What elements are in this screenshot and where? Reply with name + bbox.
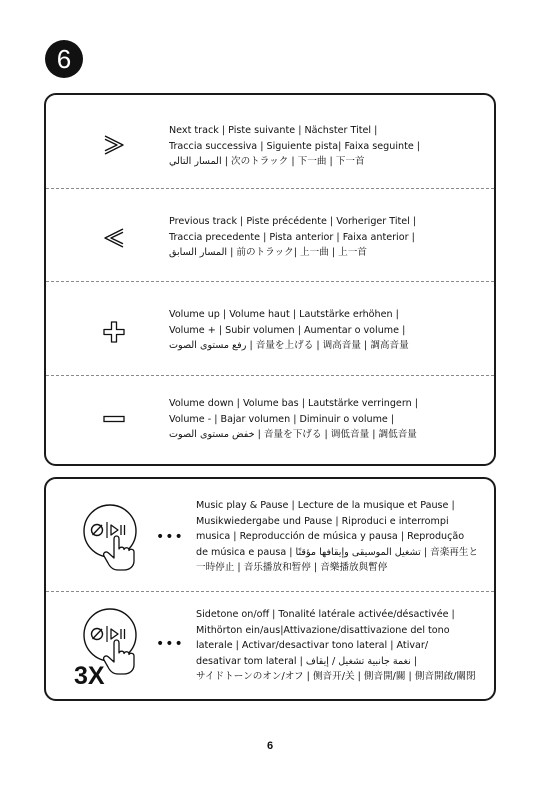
description-line: Volume + | Subir volumen | Aumentar o volume | bbox=[169, 324, 406, 336]
previous-track-icon bbox=[98, 222, 130, 254]
description-line: desativar tom lateral | نغمة جانبية تشغيل / إيقاف | bbox=[196, 655, 418, 667]
row-divider bbox=[46, 188, 494, 189]
description-line: المسار السابق | 前のトラック| 上一曲 | 上一首 bbox=[169, 247, 367, 258]
volume-up-icon bbox=[98, 316, 130, 348]
description-line: Traccia successiva | Siguiente pista| Faixa seguinte | bbox=[169, 140, 421, 152]
description-line: Sidetone on/off | Tonalité latérale activée/désactivée | bbox=[196, 609, 455, 620]
description-line: サイドトーンのオン/オフ | 侧音开/关 | 側音開/關 | 側音開啟/關閉 bbox=[196, 671, 476, 682]
volume-down-description bbox=[169, 396, 486, 443]
multifunction-button-press-icon bbox=[76, 501, 146, 577]
description-line: Next track | Piste suivante | Nächster Titel | bbox=[169, 125, 378, 136]
description-line: Volume up | Volume haut | Lautstärke erhöhen | bbox=[169, 309, 399, 320]
description-line: Volume - | Bajar volumen | Diminuir o volume | bbox=[169, 413, 395, 425]
row-divider bbox=[46, 281, 494, 282]
description-line: Volume down | Volume bas | Lautstärke verringern | bbox=[169, 398, 418, 409]
multifunction-panel bbox=[44, 477, 496, 701]
sidetone-description bbox=[196, 607, 488, 685]
play-pause-description bbox=[196, 498, 488, 576]
description-line: musica | Reproducción de música y pausa | Reprodução bbox=[196, 531, 465, 542]
description-line: laterale | Activar/desactivar tono lateral | Ativar/ bbox=[196, 640, 429, 651]
description-line: de música e pausa | تشغيل الموسيقى وإيقافها مؤقتًا | 音楽再生と bbox=[196, 546, 479, 558]
separator-dots: ••• bbox=[156, 529, 184, 545]
description-line: Music play & Pause | Lecture de la musique et Pause | bbox=[196, 500, 455, 511]
separator-dots: ••• bbox=[156, 636, 184, 652]
volume-down-icon bbox=[98, 403, 130, 435]
page-number: 6 bbox=[266, 740, 274, 752]
next-track-icon bbox=[98, 129, 130, 161]
description-line: 一時停止 | 音乐播放和暂停 | 音樂播放與暫停 bbox=[196, 562, 388, 573]
description-line: Mithörton ein/aus|Attivazione/disattivazione del tono bbox=[196, 624, 450, 636]
step-number-badge bbox=[45, 40, 83, 78]
row-divider bbox=[46, 375, 494, 376]
description-line: المسار التالي | 次のトラック | 下一曲 | 下一首 bbox=[169, 156, 365, 167]
description-line: رفع مستوى الصوت | 音量を上げる | 调高音量 | 調高音量 bbox=[169, 340, 409, 351]
description-line: Traccia precedente | Pista anterior | Faixa anterior | bbox=[169, 231, 415, 243]
description-line: خفض مستوى الصوت | 音量を下げる | 调低音量 | 調低音量 bbox=[169, 429, 417, 440]
next-track-description bbox=[169, 123, 486, 170]
press-count-label: 3X bbox=[74, 662, 105, 690]
description-line: Musikwiedergabe und Pause | Riproduci e interrompi bbox=[196, 515, 449, 527]
description-line: Previous track | Piste précédente | Vorheriger Titel | bbox=[169, 216, 417, 227]
previous-track-description bbox=[169, 214, 486, 261]
volume-up-description bbox=[169, 307, 486, 354]
controls-panel bbox=[44, 93, 496, 466]
row-divider bbox=[46, 591, 494, 592]
step-number: 6 bbox=[56, 43, 72, 74]
